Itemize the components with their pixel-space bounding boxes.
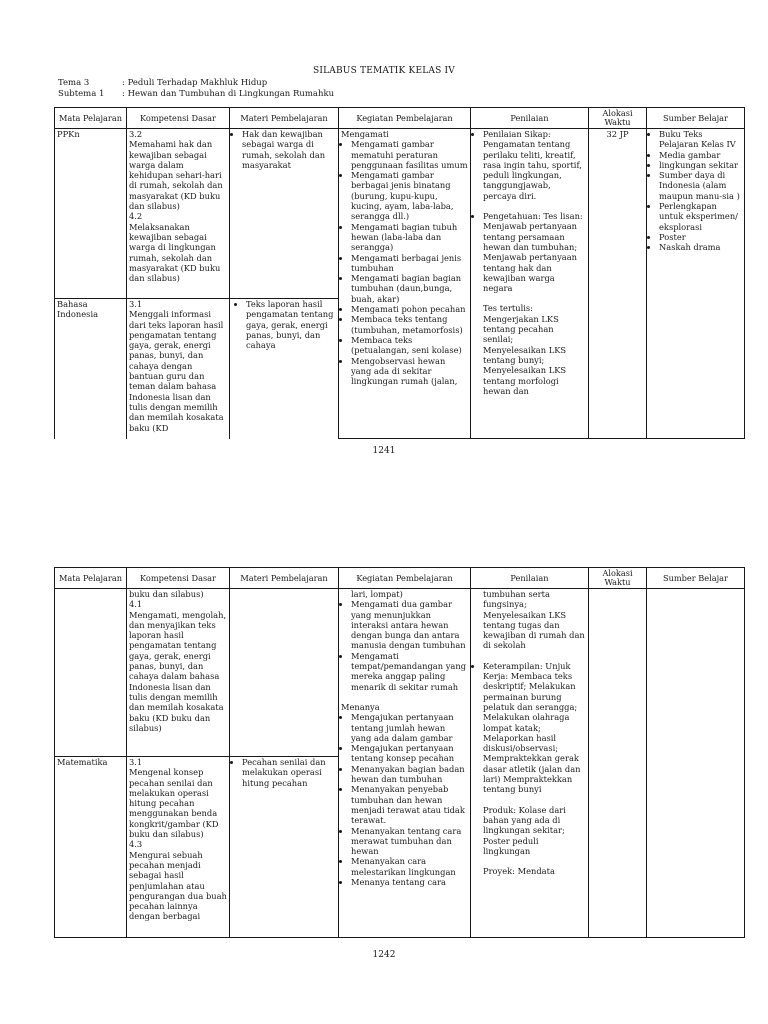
- kd-bahasa-indonesia-cont: [127, 589, 230, 757]
- header-alokasi-waktu: Alokasi Waktu: [589, 108, 647, 129]
- kegiatan-item: • Mengamati berbagai jenis tumbuhan: [351, 253, 468, 274]
- kegiatan-item: • Mengamati bagian tubuh hewan (laba-laba dan serangga): [351, 222, 468, 253]
- meta-subtema-key: Subtema 1: [58, 89, 105, 99]
- materi-bahasa-indonesia: [230, 299, 339, 439]
- kd-ppkn-4-2-text: Melaksanakan kewajiban sebagai warga di lingkungan rumah, sekolah dan masyarakat (KD buku dan silabus): [129, 221, 221, 284]
- penilaian-text: Menyelesaikan LKS tentang morfologi hewan dan: [483, 365, 567, 396]
- table-row-ppkn: [55, 129, 745, 299]
- kd-bindo-3-1-code: 3.1: [129, 299, 143, 309]
- kd-ppkn-3-2-text: Memahami hak dan kewajiban sebagai warga dalam kehidupan sehari-hari di rumah, sekolah dan masyarakat (KD buku dan silabus): [129, 139, 223, 212]
- kegiatan-item: • Mengamati tempat/pemandangan yang mereka anggap paling menarik di sekitar rumah: [351, 651, 468, 692]
- page-number-1: 1241: [372, 446, 396, 456]
- penilaian-item: • Pengetahuan: Tes lisan: Menjawab pertanyaan tentang persamaan hewan dan tumbuhan; Menjawab pertanyaan tentang hak dan kewajiban warga negara: [483, 211, 586, 293]
- meta-tema-key: Tema 3: [58, 78, 90, 88]
- kegiatan-cont-text: lari, lompat): [351, 589, 403, 599]
- kd-bindo-4-1-code: 4.1: [129, 599, 143, 610]
- kegiatan-item: • Membaca teks (petualangan, seni kolase): [351, 335, 468, 356]
- header-kegiatan-pembelajaran: Kegiatan Pembelajaran: [339, 568, 471, 589]
- materi-matematika: [230, 757, 339, 938]
- subject-bahasa-indonesia: Bahasa Indonesia: [55, 299, 127, 439]
- sumber-item: • Naskah drama: [659, 242, 742, 252]
- kegiatan-item: • Menanya tentang cara: [351, 877, 468, 887]
- materi-bindo-item: • Teks laporan hasil pengamatan tentang gaya, gerak, energi panas, bunyi, dan cahaya: [246, 299, 336, 350]
- kd-mtk-4-3-text: Mengurai sebuah pecahan menjadi sebagai hasil penjumlahan atau pengurangan dua buah pecahan lainnya dengan berbagai: [129, 849, 227, 922]
- materi-bahasa-indonesia-cont: [230, 589, 339, 757]
- header-penilaian: Penilaian: [471, 108, 589, 129]
- kd-matematika: [127, 757, 230, 938]
- alokasi-waktu-cell-2: [589, 589, 647, 938]
- kegiatan-item: • Mengamati bagian bagian tumbuhan (daun,bunga, buah, akar): [351, 273, 468, 304]
- header-penilaian: Penilaian: [471, 568, 589, 589]
- sumber-item: • Poster: [659, 232, 742, 242]
- syllabus-table-page-2: [54, 567, 745, 938]
- kd-mtk-4-3-code: 4.3: [129, 839, 143, 850]
- penilaian-item: • Penilaian Sikap: Pengamatan tentang perilaku teliti, kreatif, rasa ingin tahu, sportif, peduli lingkungan, tanggungjawab, percaya diri.: [483, 129, 586, 201]
- penilaian-text: Produk: Kolase dari bahan yang ada di lingkungan sekitar; Poster peduli lingkungan: [483, 804, 566, 856]
- kegiatan-item: • Membaca teks tentang (tumbuhan, metamorfosis): [351, 314, 468, 335]
- sumber-item: • Sumber daya di Indonesia (alam maupun manu-sia ): [659, 170, 742, 201]
- kd-bindo-4-1-text: Mengamati, mengolah, dan menyajikan teks laporan hasil pengamatan tentang gaya, gerak, energi panas, bunyi, dan cahaya dalam bahasa Indonesia lisan dan tulis dengan memilih dan memilah kosakata baku (KD buku dan silabus): [129, 609, 227, 733]
- kegiatan-item: • Mengamati pohon pecahan: [351, 304, 468, 314]
- kegiatan-item: • Mengamati gambar berbagai jenis binatang (burung, kupu-kupu, kucing, ayam, laba-laba, serangga dll.): [351, 170, 468, 221]
- syllabus-table-page-1: [54, 107, 745, 439]
- penilaian-text: Mengerjakan LKS tentang pecahan senilai;: [483, 313, 559, 345]
- materi-mtk-item: • Pecahan senilai dan melakukan operasi hitung pecahan: [242, 757, 336, 788]
- penilaian-cell: [471, 129, 589, 439]
- header-materi-pembelajaran: Materi Pembelajaran: [230, 108, 339, 129]
- sumber-item: • Media gambar: [659, 150, 742, 160]
- kegiatan-item: • Menanyakan cara melestarikan lingkungan: [351, 856, 468, 877]
- kegiatan-pembelajaran-cell-2: [339, 589, 471, 938]
- kegiatan-heading-mengamati: Mengamati: [341, 129, 389, 139]
- table-row-bahasa-indonesia-cont: [55, 589, 745, 757]
- kd-mtk-3-1-text: Mengenal konsep pecahan senilai dan melakukan operasi hitung pecahan menggunakan benda kongkrit/gambar (KD buku dan silabus): [129, 767, 219, 840]
- meta-tema-value: : Peduli Terhadap Makhluk Hidup: [122, 78, 268, 88]
- meta-subtema: [58, 89, 334, 99]
- meta-subtema-value: : Hewan dan Tumbuhan di Lingkungan Rumahku: [122, 89, 335, 99]
- subject-ppkn: PPKn: [55, 129, 127, 299]
- materi-ppkn: [230, 129, 339, 299]
- kd-bindo-3-1-text: Menggali informasi dari teks laporan hasil pengamatan tentang gaya, gerak, energi panas, bunyi, dan cahaya dengan bantuan guru dan teman dalam bahasa Indonesia lisan dan tulis dengan memilih dan memilah kosakata baku (KD: [129, 309, 224, 433]
- kd-ppkn-3-2-code: 3.2: [129, 129, 143, 139]
- kegiatan-heading-menanya: Menanya: [341, 701, 380, 712]
- penilaian-cell-2: [471, 589, 589, 938]
- kegiatan-item: • Mengamati dua gambar yang menunjukkan interaksi antara hewan dengan bunga dan antara manusia dengan tumbuhan: [351, 599, 468, 650]
- kd-bindo-cont-text: buku dan silabus): [129, 589, 204, 599]
- header-kompetensi-dasar: Kompetensi Dasar: [127, 108, 230, 129]
- header-kegiatan-pembelajaran: Kegiatan Pembelajaran: [339, 108, 471, 129]
- kegiatan-item: • Mengajukan pertanyaan tentang konsep pecahan: [351, 743, 468, 764]
- penilaian-text: Menyelesaikan LKS tentang bunyi;: [483, 344, 567, 365]
- page-number-2: 1242: [372, 950, 396, 960]
- meta-tema: [58, 78, 267, 88]
- kegiatan-item: • Menanyakan penyebab tumbuhan dan hewan menjadi terawat atau tidak terawat.: [351, 784, 468, 825]
- subject-matematika: Matematika: [55, 757, 127, 938]
- header-kompetensi-dasar: Kompetensi Dasar: [127, 568, 230, 589]
- header-sumber-belajar: Sumber Belajar: [647, 108, 745, 129]
- sumber-item: • Perlengkapan untuk eksperimen/ eksplorasi: [659, 201, 742, 232]
- alokasi-waktu-cell: 32 JP: [589, 129, 647, 439]
- kegiatan-item: • Menanyakan bagian badan hewan dan tumbuhan: [351, 764, 468, 785]
- kd-bahasa-indonesia: [127, 299, 230, 439]
- penilaian-text: Tes tertulis:: [483, 303, 533, 314]
- header-materi-pembelajaran: Materi Pembelajaran: [230, 568, 339, 589]
- header-mata-pelajaran: Mata Pelajaran: [55, 108, 127, 129]
- kegiatan-pembelajaran-cell: [339, 129, 471, 439]
- kegiatan-item: • Mengajukan pertanyaan tentang jumlah hewan yang ada dalam gambar: [351, 712, 468, 743]
- kegiatan-item: • Mengamati gambar mematuhi peraturan penggunaan fasilitas umum: [351, 139, 468, 170]
- kd-mtk-3-1-code: 3.1: [129, 757, 143, 767]
- materi-ppkn-item: • Hak dan kewajiban sebagai warga di rumah, sekolah dan masyarakat: [242, 129, 336, 170]
- subject-bahasa-indonesia-cont: [55, 589, 127, 757]
- page-title: SILABUS TEMATIK KELAS IV: [312, 66, 455, 76]
- penilaian-item: • Keterampilan: Unjuk Kerja: Membaca teks deskriptif; Melakukan permainan burung pelatuk dan serangga; Melakukan olahraga lompat katak; Melaporkan hasil diskusi/observasi; Mempraktekkan gerak dasar atletik (jalan dan lari) Mempraktekkan tentang bunyi: [483, 661, 586, 795]
- sumber-item: • Buku Teks Pelajaran Kelas IV: [659, 129, 742, 150]
- kd-ppkn: [127, 129, 230, 299]
- sumber-belajar-cell: [647, 129, 745, 439]
- penilaian-text: tumbuhan serta fungsinya;: [483, 589, 550, 610]
- header-mata-pelajaran: Mata Pelajaran: [55, 568, 127, 589]
- penilaian-text: Proyek: Mendata: [483, 866, 555, 877]
- header-alokasi-waktu: Alokasi Waktu: [589, 568, 647, 589]
- kegiatan-item: • Menanyakan tentang cara merawat tumbuhan dan hewan: [351, 826, 468, 857]
- kd-ppkn-4-2-code: 4.2: [129, 211, 143, 222]
- sumber-item: • lingkungan sekitar: [659, 160, 742, 170]
- kegiatan-item: • Mengobservasi hewan yang ada di sekitar lingkungan rumah (jalan,: [351, 356, 468, 387]
- penilaian-text: Menyelesaikan LKS tentang tugas dan kewajiban di rumah dan di sekolah: [483, 609, 585, 651]
- table-header-row: [55, 568, 745, 589]
- header-sumber-belajar: Sumber Belajar: [647, 568, 745, 589]
- sumber-belajar-cell-2: [647, 589, 745, 938]
- table-header-row: [55, 108, 745, 129]
